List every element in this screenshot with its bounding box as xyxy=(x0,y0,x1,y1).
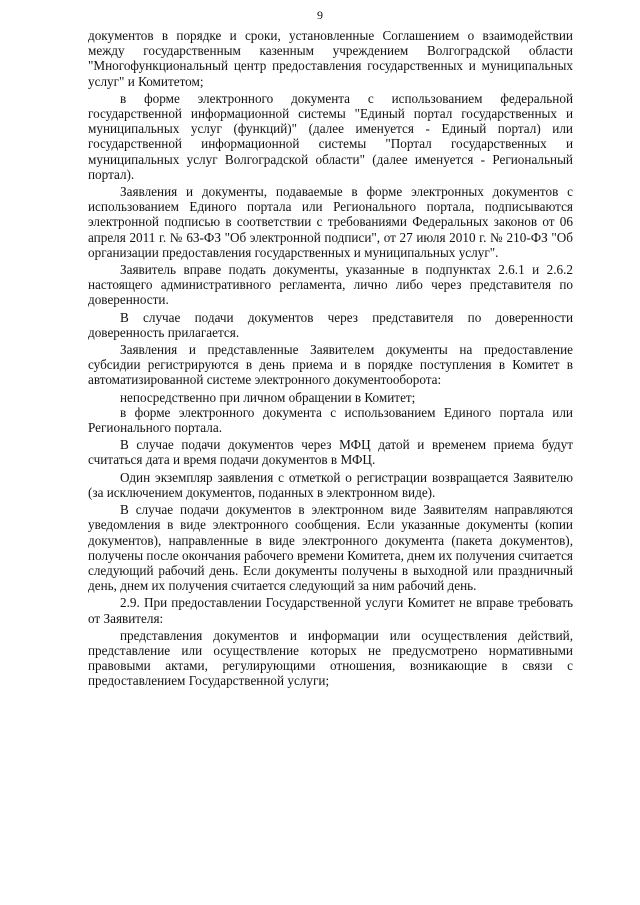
page-number: 9 xyxy=(317,8,323,22)
paragraph-electronic-form: в форме электронного документа с использованием федеральной государственной информационной системы "Единый портал государственных и муниципальных услуг (функций)" (далее именуется - Единый портал) или государственной информационной системы "Портал государственных и муниципальных услуг Волгоградской области" (далее именуется - Региональный портал). xyxy=(88,90,573,182)
paragraph-section-2-9: 2.9. При предоставлении Государственной услуги Комитет не вправе требовать от Заявителя: xyxy=(88,595,573,626)
paragraph-mfc: В случае подачи документов через МФЦ датой и временем приема будут считаться дата и время подачи документов в МФЦ. xyxy=(88,437,573,468)
paragraph-power-of-attorney: В случае подачи документов через представителя по доверенности доверенность прилагается. xyxy=(88,309,573,340)
paragraph-registration: Заявления и представленные Заявителем документы на предоставление субсидии регистрируются в день приема и в порядке поступления в Комитет в автоматизированной системе электронного документооборота: xyxy=(88,342,573,388)
paragraph-continuation: документов в порядке и сроки, установленные Соглашением о взаимодействии между государственным казенным учреждением Волгоградской области "Многофункциональный центр предоставления государственных и муниципальных услуг" и Комитетом; xyxy=(88,28,573,89)
paragraph-copy-returned: Один экземпляр заявления с отметкой о регистрации возвращается Заявителю (за исключением документов, поданных в электронном виде). xyxy=(88,469,573,500)
paragraph-electronic-signature: Заявления и документы, подаваемые в форме электронных документов с использованием Единого портала или Регионального портала, подписываются электронной подписью в соответствии с требованиями Федеральных законов от 06 апреля 2011 г. № 63-ФЗ "Об электронной подписи", от 27 июля 2010 г. № 210-ФЗ "Об организации предоставления государственных и муниципальных услуг". xyxy=(88,184,573,260)
paragraph-requirements: представления документов и информации или осуществления действий, представление или осуществление которых не предусмотрено нормативными правовыми актами, регулирующими отношения, возникающие в связи с предоставлением Государственной услуги; xyxy=(88,627,573,689)
paragraph-in-person: непосредственно при личном обращении в Комитет; xyxy=(120,389,416,405)
paragraph-electronic-portal: в форме электронного документа с использованием Единого портала или Регионального портала. xyxy=(88,404,573,436)
paragraph-notifications: В случае подачи документов в электронном виде Заявителям направляются уведомления в виде электронного сообщения. Если указанные документы (копии документов), направленные в виде электронного документа (пакета документов), получены после окончания рабочего времени Комитета, днем их получения считается следующий рабочий день. Если документы получены в выходной или праздничный день, днем их получения считается следующий за ним рабочий день. xyxy=(88,502,573,594)
body-text xyxy=(88,28,573,689)
paragraph-representative: Заявитель вправе подать документы, указанные в подпунктах 2.6.1 и 2.6.2 настоящего административного регламента, лично либо через представителя по доверенности. xyxy=(88,262,573,308)
